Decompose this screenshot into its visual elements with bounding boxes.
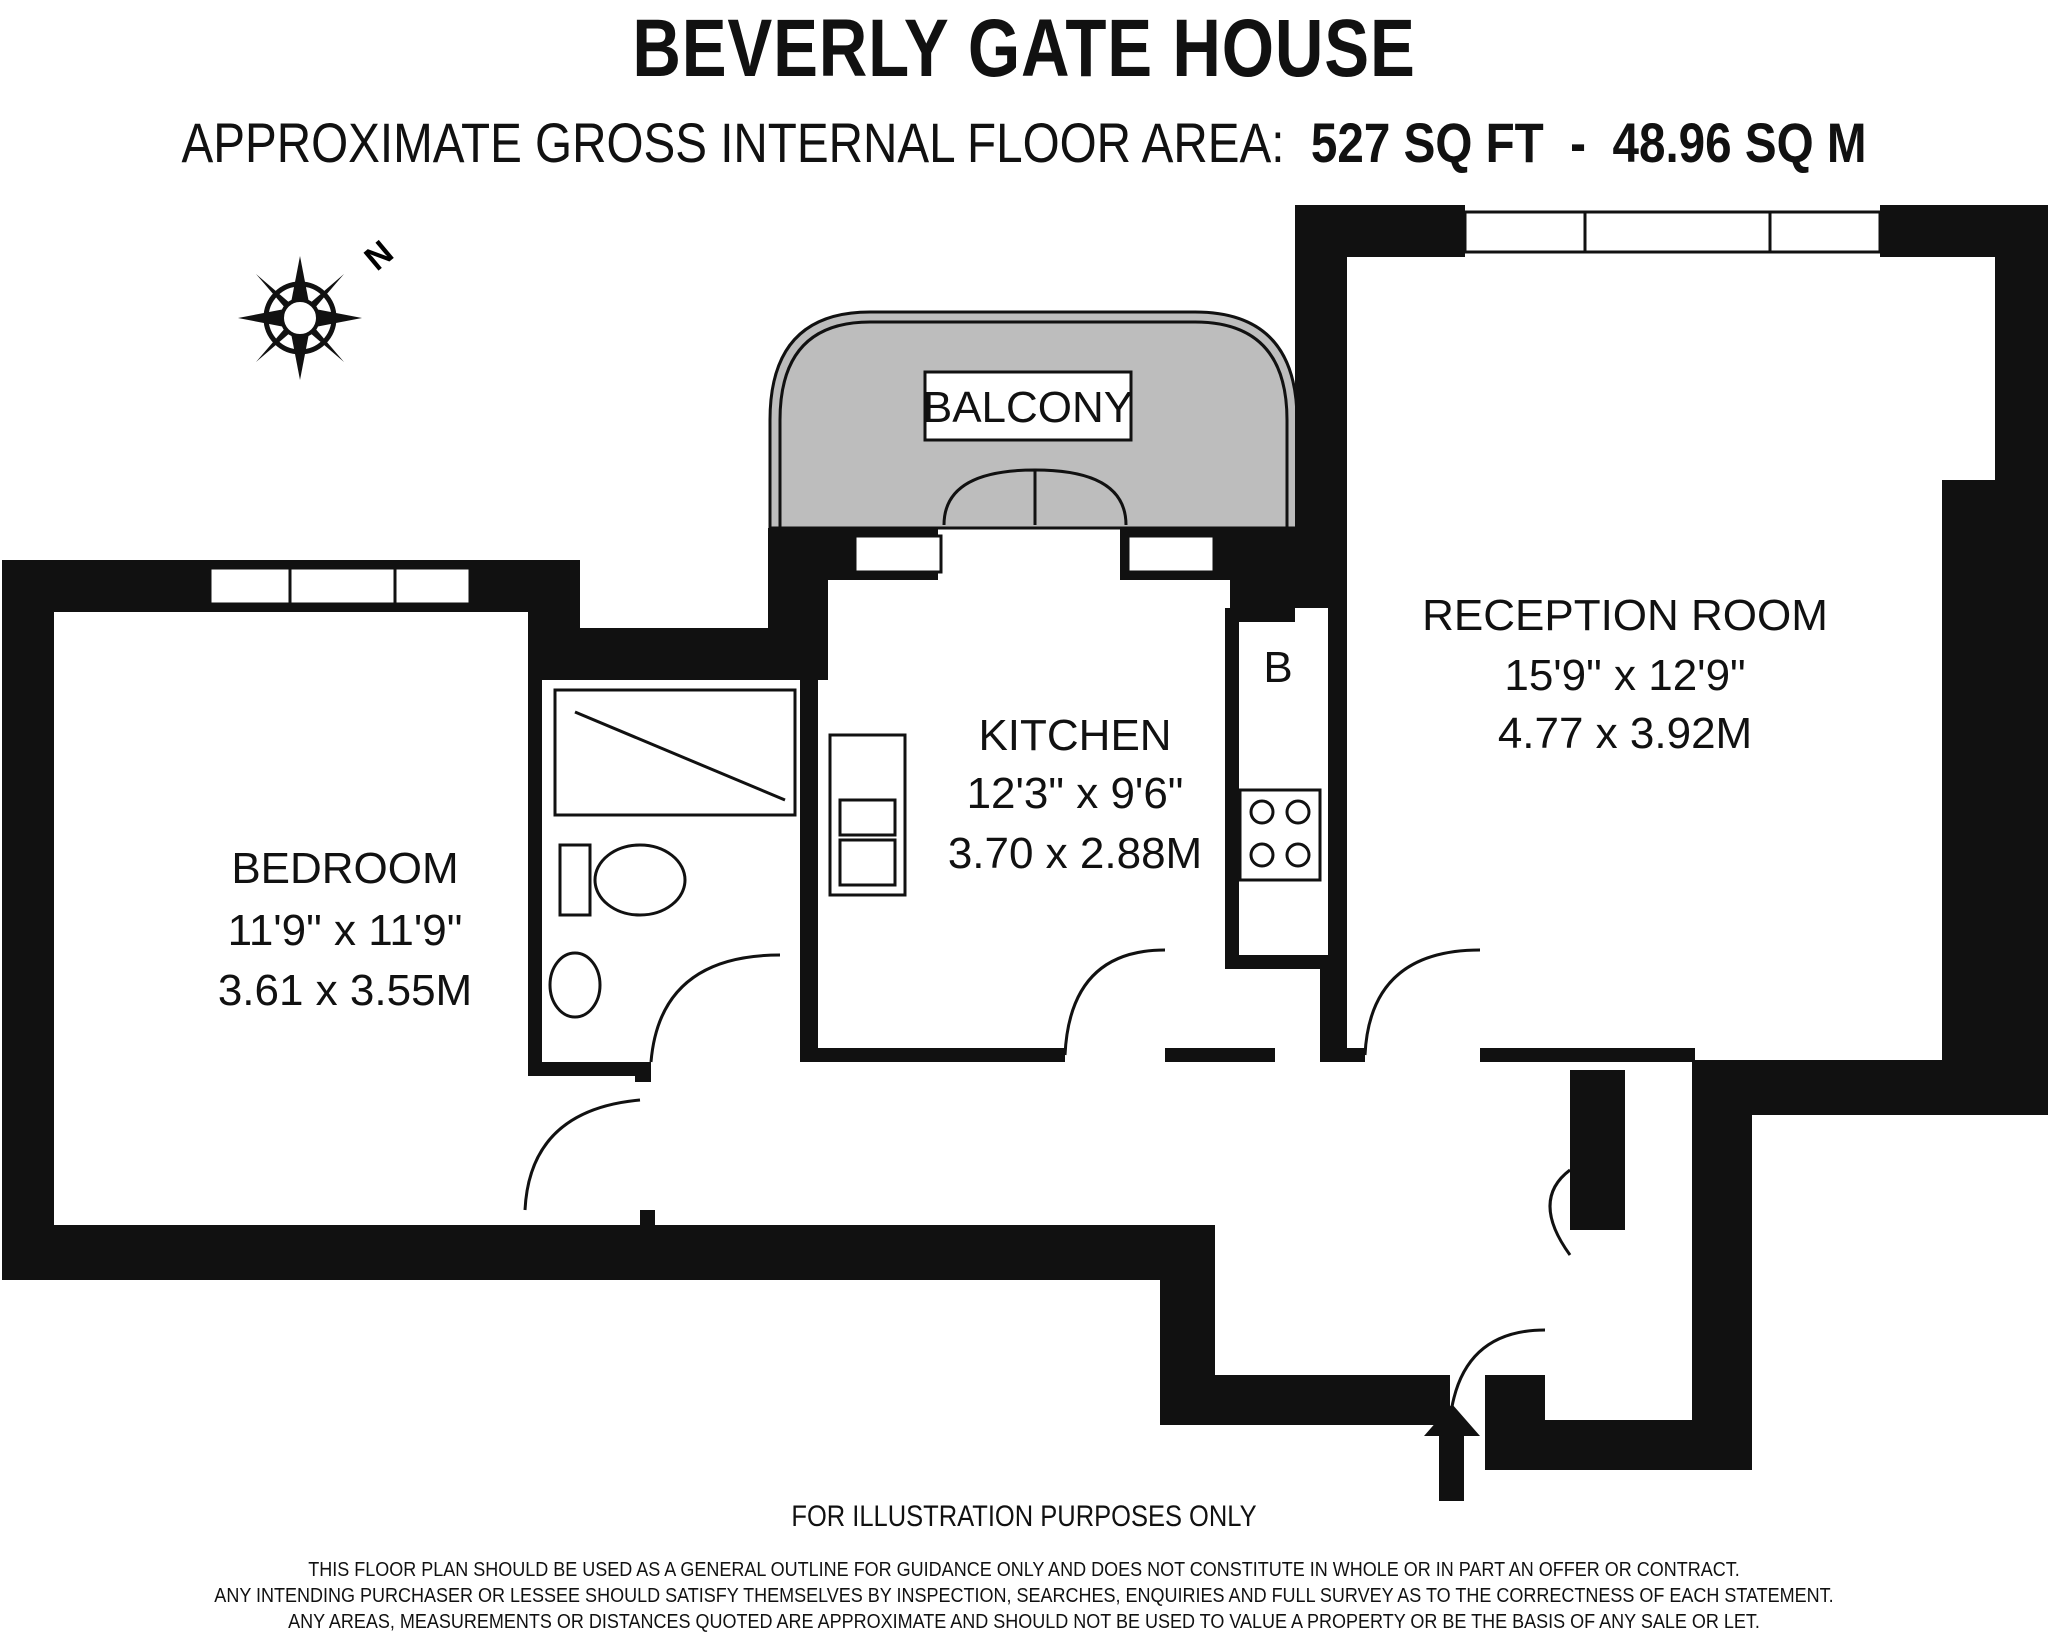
- reception-name: RECEPTION ROOM: [1422, 591, 1828, 640]
- reception-imperial: 15'9" x 12'9": [1504, 651, 1746, 700]
- hob: [1240, 790, 1320, 880]
- boiler-label: B: [1263, 643, 1293, 692]
- illustration-note: FOR ILLUSTRATION PURPOSES ONLY: [791, 1500, 1257, 1533]
- floor-area-label: APPROXIMATE GROSS INTERNAL FLOOR AREA:: [181, 111, 1285, 174]
- floor-area-sqm: 48.96 SQ M: [1612, 111, 1867, 174]
- kitchen-metric: 3.70 x 2.88M: [947, 829, 1203, 878]
- bedroom-metric: 3.61 x 3.55M: [217, 966, 473, 1015]
- compass-rose-icon: [238, 256, 362, 380]
- north-label: N: [357, 233, 401, 279]
- sink: [550, 953, 600, 1017]
- floor-area-sqft: 527 SQ FT: [1310, 111, 1544, 174]
- disclaimer: [102, 1557, 1945, 1635]
- disclaimer-line-1: THIS FLOOR PLAN SHOULD BE USED AS A GENERAL OUTLINE FOR GUIDANCE ONLY AND DOES NOT CONSTITUTE IN WHOLE OR IN PART AN OFFER OR CONTRACT.: [308, 1559, 1740, 1581]
- disclaimer-line-3: ANY AREAS, MEASUREMENTS OR DISTANCES QUOTED ARE APPROXIMATE AND SHOULD NOT BE USED TO VALUE A PROPERTY OR BE THE BASIS OF ANY SALE OR LET.: [288, 1611, 1760, 1633]
- reception-metric: 4.77 x 3.92M: [1497, 709, 1753, 758]
- bathroom-fixtures: [550, 690, 795, 1017]
- disclaimer-line-2: ANY INTENDING PURCHASER OR LESSEE SHOULD SATISFY THEMSELVES BY INSPECTION, SEARCHES, ENQUIRIES AND FULL SURVEY AS TO THE CORRECTNESS OF EACH STATEMENT.: [214, 1585, 1834, 1607]
- kitchen-imperial: 12'3" x 9'6": [966, 769, 1184, 818]
- bedroom-imperial: 11'9" x 11'9": [227, 906, 463, 955]
- balcony-label: BALCONY: [922, 383, 1134, 432]
- toilet: [595, 845, 685, 915]
- bedroom-name: BEDROOM: [231, 844, 459, 893]
- kitchen-name: KITCHEN: [978, 711, 1172, 760]
- plan-title: BEVERLY GATE HOUSE: [632, 3, 1416, 94]
- floor-area-separator: -: [1570, 111, 1587, 174]
